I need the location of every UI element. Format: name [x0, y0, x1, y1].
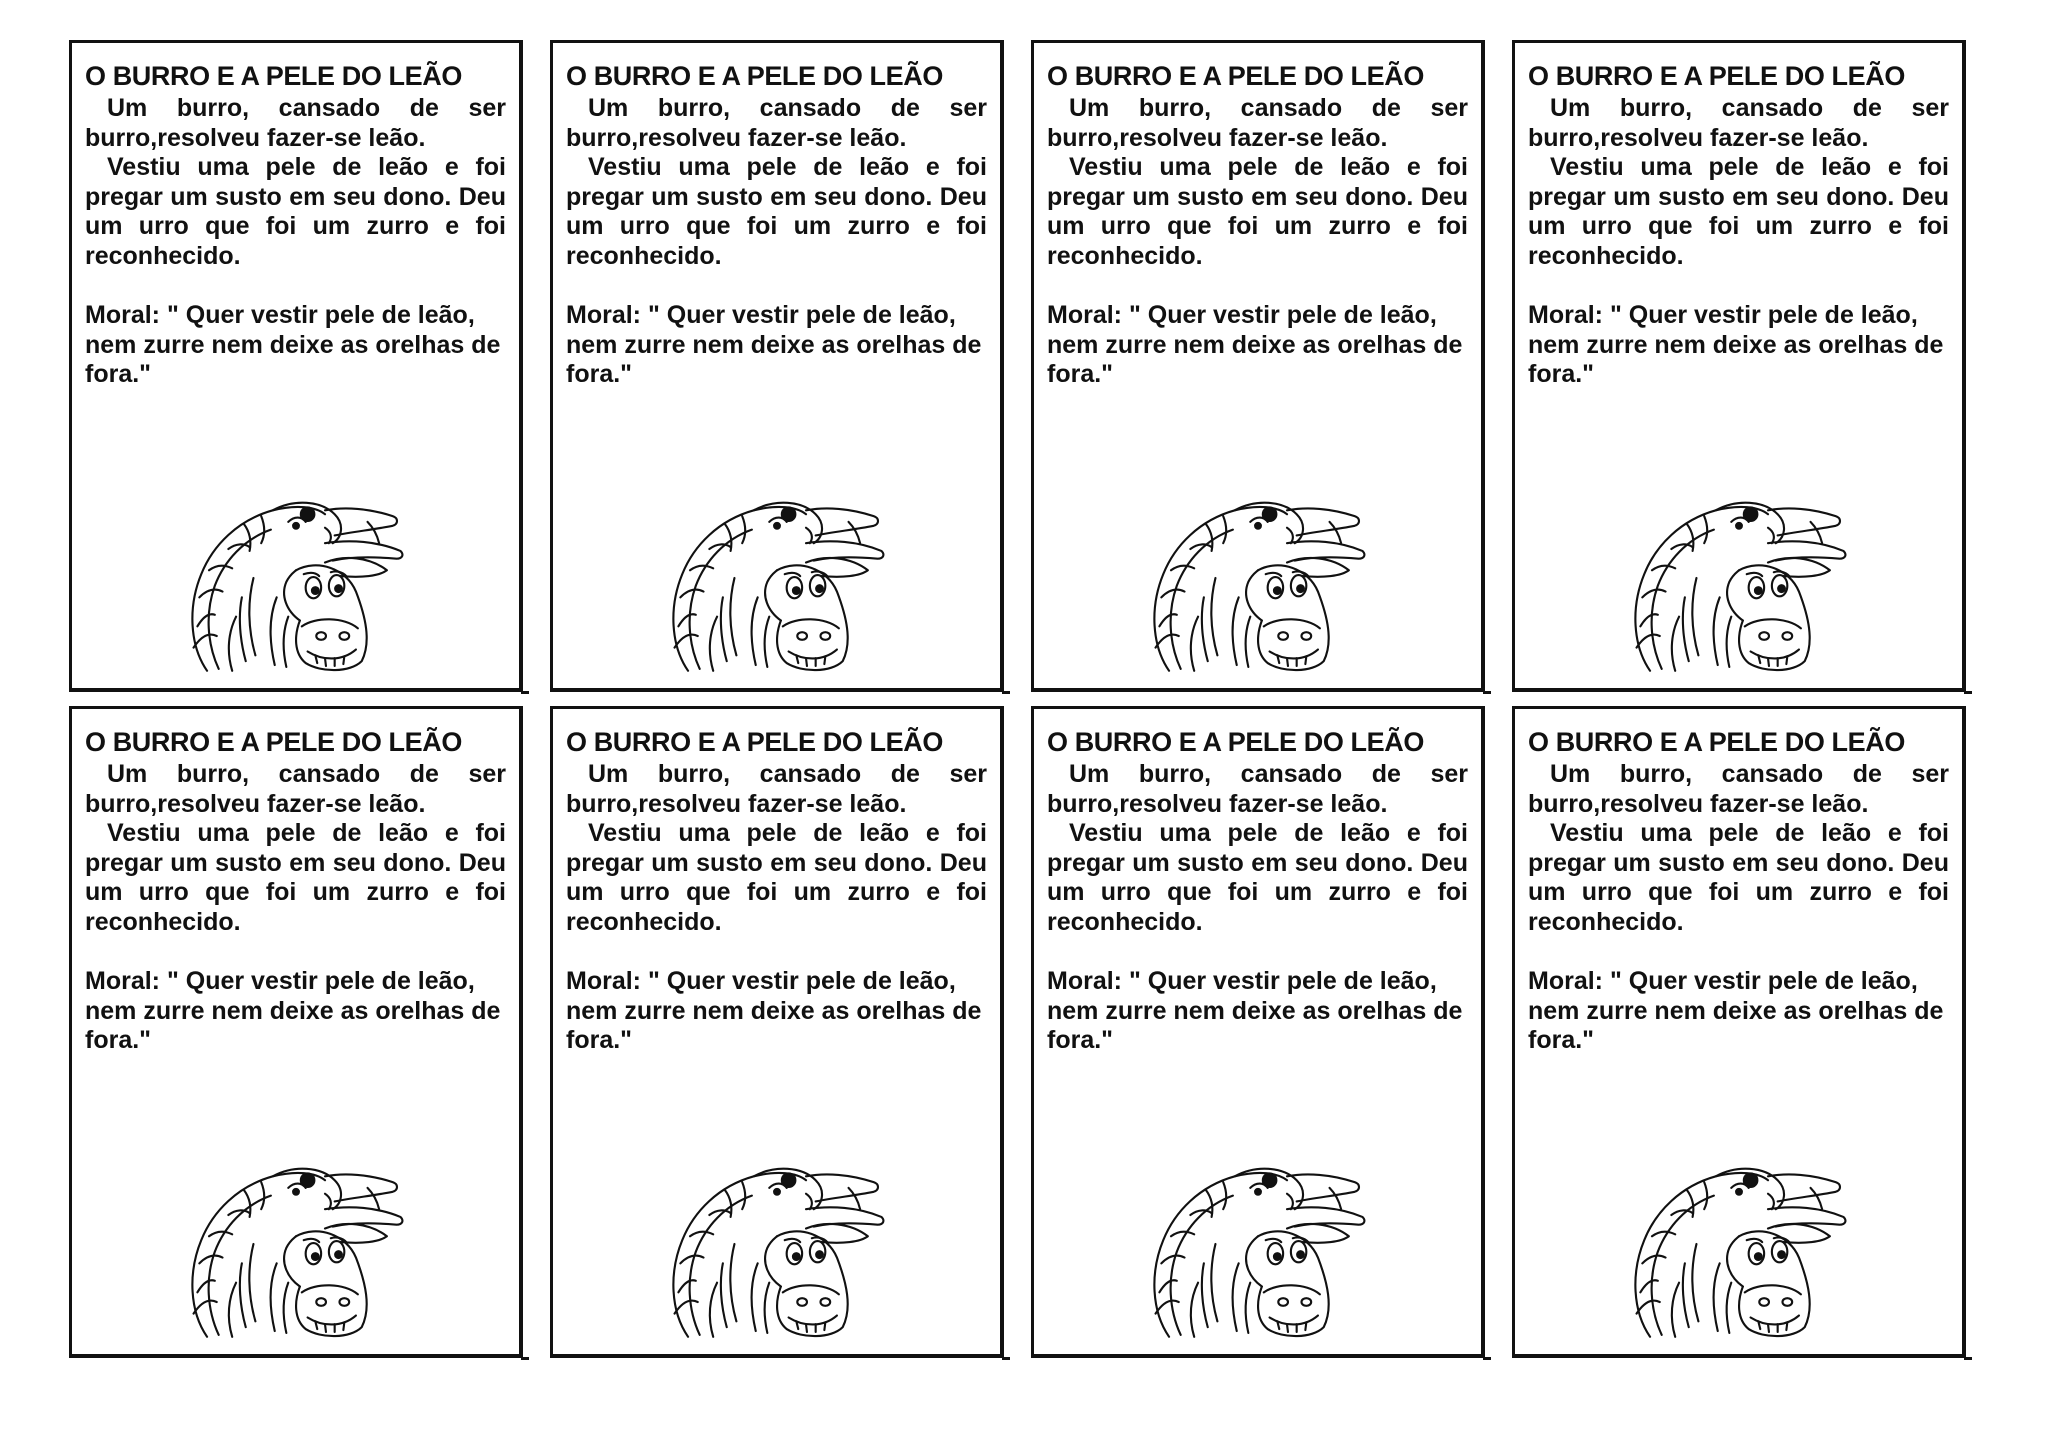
card-title: O BURRO E A PELE DO LEÃO	[566, 727, 943, 757]
fable-card	[1031, 40, 1485, 692]
story-paragraph-2: Vestiu uma pele de leão e foi pregar um susto em seu dono. Deu um urro que foi um zurro e foi reconhecido.	[1528, 153, 1949, 270]
donkey-in-lion-skin-icon	[180, 1146, 412, 1342]
card-story	[85, 760, 506, 937]
card-moral: Moral: " Quer vestir pele de leão, nem zurre nem deixe as orelhas de fora."	[566, 967, 982, 1054]
donkey-in-lion-skin-icon	[661, 480, 893, 676]
story-paragraph-2: Vestiu uma pele de leão e foi pregar um susto em seu dono. Deu um urro que foi um zurro e foi reconhecido.	[566, 153, 987, 270]
card-moral: Moral: " Quer vestir pele de leão, nem zurre nem deixe as orelhas de fora."	[1047, 967, 1463, 1054]
crop-mark	[1964, 1357, 1972, 1360]
crop-mark	[1483, 691, 1491, 694]
card-moral: Moral: " Quer vestir pele de leão, nem zurre nem deixe as orelhas de fora."	[85, 967, 501, 1054]
story-paragraph-2: Vestiu uma pele de leão e foi pregar um susto em seu dono. Deu um urro que foi um zurro e foi reconhecido.	[1047, 153, 1468, 270]
story-paragraph-1: Um burro, cansado de ser burro,resolveu fazer-se leão.	[566, 94, 987, 152]
story-paragraph-1: Um burro, cansado de ser burro,resolveu fazer-se leão.	[1047, 94, 1468, 152]
card-title: O BURRO E A PELE DO LEÃO	[85, 727, 462, 757]
card-moral: Moral: " Quer vestir pele de leão, nem zurre nem deixe as orelhas de fora."	[1528, 967, 1944, 1054]
donkey-in-lion-skin-icon	[661, 1146, 893, 1342]
card-story	[1528, 760, 1949, 937]
crop-mark	[1002, 1357, 1010, 1360]
fable-card	[1512, 40, 1966, 692]
crop-mark	[1964, 691, 1972, 694]
crop-mark	[1002, 691, 1010, 694]
donkey-in-lion-skin-icon	[1142, 480, 1374, 676]
story-paragraph-1: Um burro, cansado de ser burro,resolveu fazer-se leão.	[566, 760, 987, 818]
story-paragraph-1: Um burro, cansado de ser burro,resolveu fazer-se leão.	[85, 760, 506, 818]
card-title: O BURRO E A PELE DO LEÃO	[566, 61, 943, 91]
story-paragraph-2: Vestiu uma pele de leão e foi pregar um susto em seu dono. Deu um urro que foi um zurro e foi reconhecido.	[1528, 819, 1949, 936]
crop-mark	[521, 691, 529, 694]
card-moral: Moral: " Quer vestir pele de leão, nem zurre nem deixe as orelhas de fora."	[566, 301, 982, 388]
story-paragraph-1: Um burro, cansado de ser burro,resolveu fazer-se leão.	[85, 94, 506, 152]
fable-card	[550, 40, 1004, 692]
card-story	[1047, 94, 1468, 271]
card-moral: Moral: " Quer vestir pele de leão, nem zurre nem deixe as orelhas de fora."	[1528, 301, 1944, 388]
card-title: O BURRO E A PELE DO LEÃO	[85, 61, 462, 91]
card-story	[566, 94, 987, 271]
story-paragraph-1: Um burro, cansado de ser burro,resolveu fazer-se leão.	[1047, 760, 1468, 818]
card-story	[1047, 760, 1468, 937]
cards-grid	[69, 40, 1969, 1365]
card-title: O BURRO E A PELE DO LEÃO	[1528, 727, 1905, 757]
card-story	[85, 94, 506, 271]
donkey-in-lion-skin-icon	[180, 480, 412, 676]
card-moral: Moral: " Quer vestir pele de leão, nem zurre nem deixe as orelhas de fora."	[85, 301, 501, 388]
fable-card	[69, 40, 523, 692]
fable-card	[550, 706, 1004, 1358]
fable-card	[1031, 706, 1485, 1358]
card-title: O BURRO E A PELE DO LEÃO	[1528, 61, 1905, 91]
card-title: O BURRO E A PELE DO LEÃO	[1047, 727, 1424, 757]
story-paragraph-2: Vestiu uma pele de leão e foi pregar um susto em seu dono. Deu um urro que foi um zurro e foi reconhecido.	[85, 153, 506, 270]
card-title: O BURRO E A PELE DO LEÃO	[1047, 61, 1424, 91]
story-paragraph-2: Vestiu uma pele de leão e foi pregar um susto em seu dono. Deu um urro que foi um zurro e foi reconhecido.	[85, 819, 506, 936]
story-paragraph-2: Vestiu uma pele de leão e foi pregar um susto em seu dono. Deu um urro que foi um zurro e foi reconhecido.	[1047, 819, 1468, 936]
story-paragraph-1: Um burro, cansado de ser burro,resolveu fazer-se leão.	[1528, 94, 1949, 152]
story-paragraph-2: Vestiu uma pele de leão e foi pregar um susto em seu dono. Deu um urro que foi um zurro e foi reconhecido.	[566, 819, 987, 936]
donkey-in-lion-skin-icon	[1623, 1146, 1855, 1342]
fable-card	[1512, 706, 1966, 1358]
donkey-in-lion-skin-icon	[1142, 1146, 1374, 1342]
crop-mark	[521, 1357, 529, 1360]
card-story	[566, 760, 987, 937]
card-moral: Moral: " Quer vestir pele de leão, nem zurre nem deixe as orelhas de fora."	[1047, 301, 1463, 388]
donkey-in-lion-skin-icon	[1623, 480, 1855, 676]
crop-mark	[1483, 1357, 1491, 1360]
story-paragraph-1: Um burro, cansado de ser burro,resolveu fazer-se leão.	[1528, 760, 1949, 818]
card-story	[1528, 94, 1949, 271]
fable-card	[69, 706, 523, 1358]
